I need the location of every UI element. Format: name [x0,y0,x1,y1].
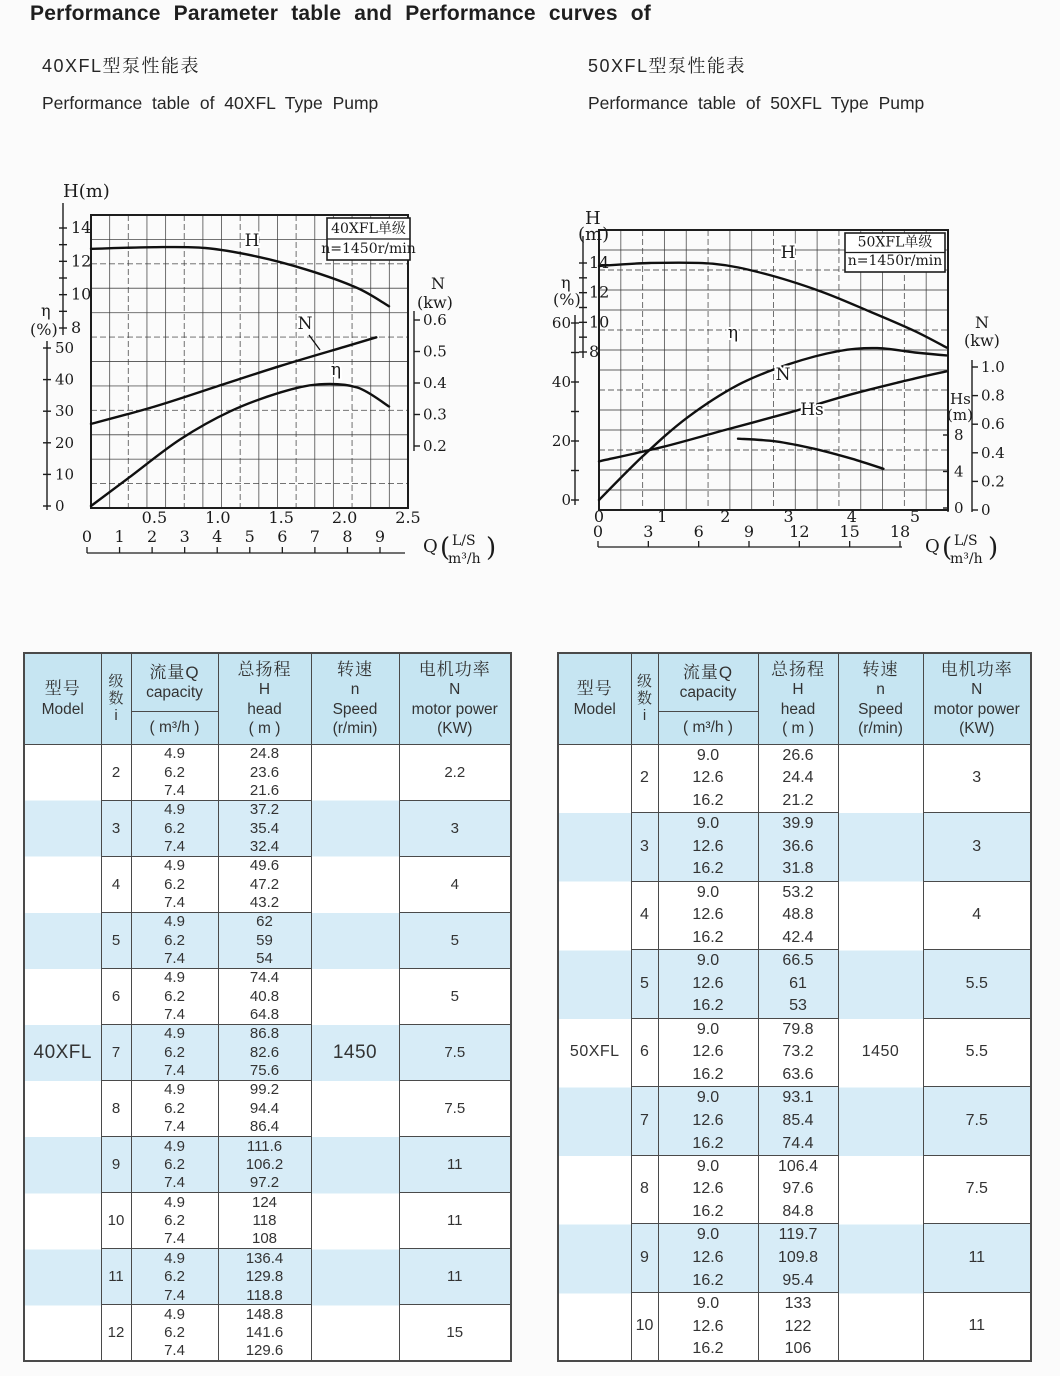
head-value: 26.6 [758,744,838,767]
capacity-value: 4.9 [131,968,218,987]
head-value: 86.4 [218,1118,311,1137]
col-header-power: 电机功率 N motor power (KW) [399,653,511,744]
head-value: 73.2 [758,1041,838,1064]
h-tick-label: 10 [589,312,610,332]
capacity-value: 9.0 [658,1087,758,1110]
n-tick-label: 0.6 [423,311,447,329]
capacity-value: 7.4 [131,1062,218,1081]
capacity-value: 12.6 [658,835,758,858]
capacity-value: 7.4 [131,894,218,913]
capacity-value: 12.6 [658,1041,758,1064]
capacity-value: 9.0 [658,1155,758,1178]
stage-value: 8 [631,1155,658,1224]
head-value: 84.8 [758,1201,838,1224]
speed-value: 1450 [838,744,923,1361]
head-value: 94.4 [218,1099,311,1118]
x-m3h-tick-label: 9 [374,527,386,546]
head-value: 129.6 [218,1342,311,1361]
capacity-value: 12.6 [658,1315,758,1338]
section-title-40xfl [42,52,562,114]
h-axis-title: (m) [578,224,610,245]
capacity-value: 4.9 [131,800,218,819]
power-value: 3 [923,813,1031,882]
head-value: 93.1 [758,1087,838,1110]
eta-tick-label: 0 [55,497,65,515]
capacity-value: 6.2 [131,763,218,782]
capacity-value: 16.2 [658,1338,758,1361]
n-axis-title: N [975,313,989,332]
capacity-value: 12.6 [658,1247,758,1270]
capacity-value: 16.2 [658,995,758,1018]
eta-axis-title: η [41,301,51,320]
capacity-value: 16.2 [658,1064,758,1087]
n-tick-label: 0 [981,501,991,519]
head-value: 35.4 [218,819,311,838]
stage-value: 2 [101,744,131,800]
head-value: 133 [758,1292,838,1315]
eta-tick-label: 60 [551,314,571,332]
capacity-value: 4.9 [131,1193,218,1212]
capacity-value: 6.2 [131,1155,218,1174]
x-m3h-tick-label: 0 [592,522,604,541]
capacity-value: 9.0 [658,881,758,904]
stage-value: 3 [631,813,658,882]
capacity-value: 4.9 [131,1080,218,1099]
capacity-value: 4.9 [131,744,218,763]
x-m3h-tick-label: 3 [179,527,190,546]
n-tick-label: 0.2 [423,437,447,455]
stage-value: 12 [101,1305,131,1361]
head-value: 36.6 [758,835,838,858]
stage-value: 11 [101,1249,131,1305]
head-value: 37.2 [218,800,311,819]
head-value: 99.2 [218,1080,311,1099]
capacity-value: 4.9 [131,912,218,931]
head-value: 54 [218,950,311,969]
stage-value: 10 [631,1292,658,1361]
x-ls-tick-label: 0 [593,507,605,526]
h-tick-label: 10 [71,284,92,304]
performance-table-50xfl [557,652,1032,1362]
capacity-value: 7.4 [131,1174,218,1193]
power-value: 15 [399,1305,511,1361]
capacity-value: 6.2 [131,875,218,894]
capacity-value: 16.2 [658,1201,758,1224]
power-value: 11 [399,1193,511,1249]
head-value: 32.4 [218,837,311,856]
capacity-value: 9.0 [658,744,758,767]
q-paren: ) [988,533,999,563]
stage-value: 5 [101,912,131,968]
capacity-value: 7.4 [131,1342,218,1361]
power-value: 3 [923,744,1031,813]
capacity-value: 4.9 [131,1249,218,1268]
stage-value: 8 [101,1080,131,1136]
n-tick-label: 0.4 [981,443,1005,462]
h-tick-label: 14 [71,218,92,237]
col-header-stage: 级 数 i [101,653,131,744]
capacity-value: 6.2 [131,1267,218,1286]
section-title-50xfl-en: Performance table of 50XFL Type Pump [588,93,925,113]
capacity-value: 9.0 [658,1224,758,1247]
x-m3h-tick-label: 18 [889,522,911,541]
n-tick-label: 1.0 [981,358,1005,376]
h-tick-label: 14 [589,253,610,272]
col-header-capacity-unit: ( m³/h ) [131,711,218,744]
capacity-value: 16.2 [658,790,758,813]
q-paren: ( [942,533,953,563]
capacity-value: 7.4 [131,1230,218,1249]
capacity-value: 7.4 [131,837,218,856]
power-value: 7.5 [399,1024,511,1080]
x-m3h-tick-label: 9 [743,522,755,541]
capacity-value: 6.2 [131,931,218,950]
head-value: 85.4 [758,1110,838,1133]
curve-η [599,348,947,500]
h-tick-label: 12 [589,282,610,302]
n-tick-label: 0.5 [423,342,447,361]
head-value: 108 [218,1230,311,1249]
head-value: 119.7 [758,1224,838,1247]
capacity-value: 6.2 [131,1099,218,1118]
stage-value: 10 [101,1193,131,1249]
eta-tick-label: 10 [55,465,75,484]
capacity-value: 16.2 [658,1269,758,1292]
page-title: Performance Parameter table and Performance curves of [30,2,652,25]
col-header-model: 型号 Model [24,653,101,744]
x-m3h-tick-label: 2 [147,527,158,546]
hs-axis-title: Hs [950,390,971,408]
chart-model-label: 40XFL单级 [331,221,406,237]
x-m3h-tick-label: 0 [81,527,93,546]
head-value: 118.8 [218,1286,311,1305]
model-value: 50XFL [558,744,631,1361]
x-m3h-tick-label: 1 [114,527,125,546]
x-ls-tick-label: 3 [783,507,794,526]
power-value: 5 [399,912,511,968]
section-title-40xfl-zh: 40XFL型泵性能表 [42,56,201,76]
curve-label-N: N [297,314,313,334]
section-title-50xfl [588,52,1060,114]
h-axis-title: H(m) [63,183,110,202]
x-m3h-tick-label: 5 [244,527,255,546]
head-value: 111.6 [218,1136,311,1155]
power-value: 4 [399,856,511,912]
head-value: 61 [758,972,838,995]
head-value: 75.6 [218,1062,311,1081]
col-header-power: 电机功率 N motor power (KW) [923,653,1031,744]
eta-axis-title: (%) [553,290,581,309]
table-row [558,744,1031,767]
stage-value: 4 [631,881,658,950]
eta-tick-label: 0 [561,491,571,509]
stage-value: 7 [101,1024,131,1080]
hs-tick-label: 0 [954,499,964,517]
n-tick-label: 0.8 [981,386,1005,405]
n-tick-label: 0.6 [981,415,1005,434]
performance-table-40xfl [23,652,512,1362]
head-value: 24.8 [218,744,311,763]
hs-tick-label: 8 [954,426,964,444]
eta-tick-label: 50 [55,339,75,357]
hs-tick-label: 4 [954,462,964,481]
q-label: Q [925,536,940,557]
head-value: 124 [218,1193,311,1212]
x-m3h-tick-label: 7 [309,527,320,546]
stage-value: 2 [631,744,658,813]
capacity-value: 6.2 [131,1323,218,1342]
n-axis-title: (kw) [964,331,1000,350]
q-unit-m3h: m³/h [448,551,481,567]
col-header-stage: 级 数 i [631,653,658,744]
power-value: 11 [399,1136,511,1192]
h-tick-label: 12 [71,251,92,271]
capacity-value: 7.4 [131,1286,218,1305]
head-value: 23.6 [218,763,311,782]
power-value: 5 [399,968,511,1024]
section-title-40xfl-en: Performance table of 40XFL Type Pump [42,93,379,113]
head-value: 21.2 [758,790,838,813]
x-ls-tick-label: 4 [846,507,857,526]
performance-curve-chart-40xfl [25,183,525,588]
stage-value: 7 [631,1087,658,1156]
col-header-speed: 转速 n Speed (r/min) [838,653,923,744]
table-row [24,744,511,763]
curve-H [599,263,947,348]
n-tick-label: 0.3 [423,405,447,424]
capacity-value: 9.0 [658,1018,758,1041]
capacity-value: 9.0 [658,950,758,973]
x-ls-tick-label: 0.5 [141,508,168,527]
head-value: 53 [758,995,838,1018]
capacity-value: 12.6 [658,767,758,790]
head-value: 53.2 [758,881,838,904]
h-tick-label: 8 [589,342,600,361]
stage-value: 6 [101,968,131,1024]
capacity-value: 6.2 [131,819,218,838]
x-ls-tick-label: 1 [657,507,668,526]
power-value: 2.2 [399,744,511,800]
head-value: 79.8 [758,1018,838,1041]
head-value: 74.4 [758,1132,838,1155]
x-m3h-tick-label: 4 [212,527,223,546]
head-value: 74.4 [218,968,311,987]
capacity-value: 7.4 [131,1006,218,1025]
col-header-capacity: 流量Q capacity [131,653,218,711]
head-value: 48.8 [758,904,838,927]
n-tick-label: 0.4 [423,374,447,392]
n-tick-label: 0.2 [981,472,1005,491]
x-ls-tick-label: 2.5 [395,508,421,527]
x-m3h-tick-label: 6 [277,527,288,546]
x-ls-tick-label: 2 [720,507,731,526]
power-value: 5.5 [923,950,1031,1019]
q-unit-ls: L/S [954,533,978,549]
col-header-speed: 转速 n Speed (r/min) [311,653,399,744]
capacity-value: 6.2 [131,987,218,1006]
eta-tick-label: 40 [55,370,75,389]
head-value: 59 [218,931,311,950]
q-paren: ( [440,533,451,563]
capacity-value: 12.6 [658,972,758,995]
eta-tick-label: 30 [55,402,75,421]
power-value: 7.5 [923,1155,1031,1224]
capacity-value: 6.2 [131,1043,218,1062]
head-value: 64.8 [218,1006,311,1025]
q-unit-ls: L/S [452,533,476,549]
head-value: 118 [218,1211,311,1230]
x-m3h-tick-label: 8 [342,527,353,546]
col-header-head: 总扬程 H head ( m ) [758,653,838,744]
capacity-value: 7.4 [131,1118,218,1137]
head-value: 49.6 [218,856,311,875]
x-ls-tick-label: 2.0 [331,508,358,527]
capacity-value: 12.6 [658,1178,758,1201]
pump-table [557,652,1032,1362]
section-title-50xfl-zh: 50XFL型泵性能表 [588,56,747,76]
eta-axis-title: η [561,273,571,292]
chart-model-label: 50XFL单级 [857,234,933,251]
h-axis-title: H [585,210,601,229]
head-value: 63.6 [758,1064,838,1087]
curve-label-H: H [780,243,796,263]
eta-tick-label: 20 [551,432,571,450]
x-m3h-tick-label: 15 [839,522,860,541]
col-header-head: 总扬程 H head ( m ) [218,653,311,744]
head-value: 106.2 [218,1155,311,1174]
x-ls-tick-label: 1.5 [268,508,294,527]
performance-curve-chart-50xfl [545,210,1060,570]
head-value: 97.2 [218,1174,311,1193]
capacity-value: 4.9 [131,1136,218,1155]
n-axis-title: N [431,274,445,293]
head-value: 21.6 [218,781,311,800]
head-value: 43.2 [218,894,311,913]
head-value: 47.2 [218,875,311,894]
capacity-value: 12.6 [658,904,758,927]
col-header-capacity: 流量Q capacity [658,653,758,711]
curve-label-η: η [727,323,739,343]
head-value: 109.8 [758,1247,838,1270]
stage-value: 5 [631,950,658,1019]
curve-label-η: η [330,360,342,380]
q-unit-m3h: m³/h [950,551,983,567]
power-value: 11 [923,1292,1031,1361]
curve-label-H: H [244,231,260,251]
stage-value: 6 [631,1018,658,1087]
h-tick-label: 8 [71,318,82,337]
col-header-model: 型号 Model [558,653,631,744]
stage-value: 4 [101,856,131,912]
head-value: 106.4 [758,1155,838,1178]
eta-tick-label: 20 [55,433,75,452]
chart-speed-label: n=1450r/min [321,241,416,257]
capacity-value: 4.9 [131,1305,218,1324]
curve-label-N: N [775,365,791,385]
eta-axis-title: (%) [30,320,58,339]
capacity-value: 16.2 [658,927,758,950]
power-value: 7.5 [923,1087,1031,1156]
head-value: 66.5 [758,950,838,973]
capacity-value: 12.6 [658,1110,758,1133]
x-m3h-tick-label: 3 [643,522,654,541]
q-label: Q [423,536,438,557]
head-value: 62 [218,912,311,931]
q-paren: ) [486,533,497,563]
capacity-value: 9.0 [658,813,758,836]
hs-axis-title: (m) [947,406,973,424]
head-value: 129.8 [218,1267,311,1286]
x-m3h-tick-label: 6 [693,522,704,541]
power-value: 11 [399,1249,511,1305]
capacity-value: 7.4 [131,950,218,969]
head-value: 39.9 [758,813,838,836]
x-m3h-tick-label: 12 [789,522,810,541]
head-value: 86.8 [218,1024,311,1043]
head-value: 82.6 [218,1043,311,1062]
power-value: 4 [923,881,1031,950]
head-value: 148.8 [218,1305,311,1324]
pump-table [23,652,512,1362]
head-value: 24.4 [758,767,838,790]
power-value: 7.5 [399,1080,511,1136]
power-value: 11 [923,1224,1031,1293]
head-value: 31.8 [758,858,838,881]
head-value: 122 [758,1315,838,1338]
capacity-value: 9.0 [658,1292,758,1315]
curve-Hs [738,439,883,469]
head-value: 95.4 [758,1269,838,1292]
eta-tick-label: 40 [551,373,571,391]
x-ls-tick-label: 5 [909,507,921,526]
head-value: 141.6 [218,1323,311,1342]
head-value: 42.4 [758,927,838,950]
stage-value: 3 [101,800,131,856]
col-header-capacity-unit: ( m³/h ) [658,711,758,744]
speed-value: 1450 [311,744,399,1361]
model-value: 40XFL [24,744,101,1361]
x-ls-tick-label: 1.0 [205,508,231,527]
stage-value: 9 [101,1136,131,1192]
head-value: 106 [758,1338,838,1361]
power-value: 5.5 [923,1018,1031,1087]
capacity-value: 4.9 [131,856,218,875]
capacity-value: 4.9 [131,1024,218,1043]
head-value: 136.4 [218,1249,311,1268]
capacity-value: 6.2 [131,1211,218,1230]
chart-speed-label: n=1450r/min [847,253,943,269]
power-value: 3 [399,800,511,856]
capacity-value: 7.4 [131,781,218,800]
head-value: 40.8 [218,987,311,1006]
capacity-value: 16.2 [658,858,758,881]
n-axis-title: (kw) [417,293,453,312]
head-value: 97.6 [758,1178,838,1201]
capacity-value: 16.2 [658,1132,758,1155]
curve-label-Hs: Hs [800,400,824,420]
stage-value: 9 [631,1224,658,1293]
